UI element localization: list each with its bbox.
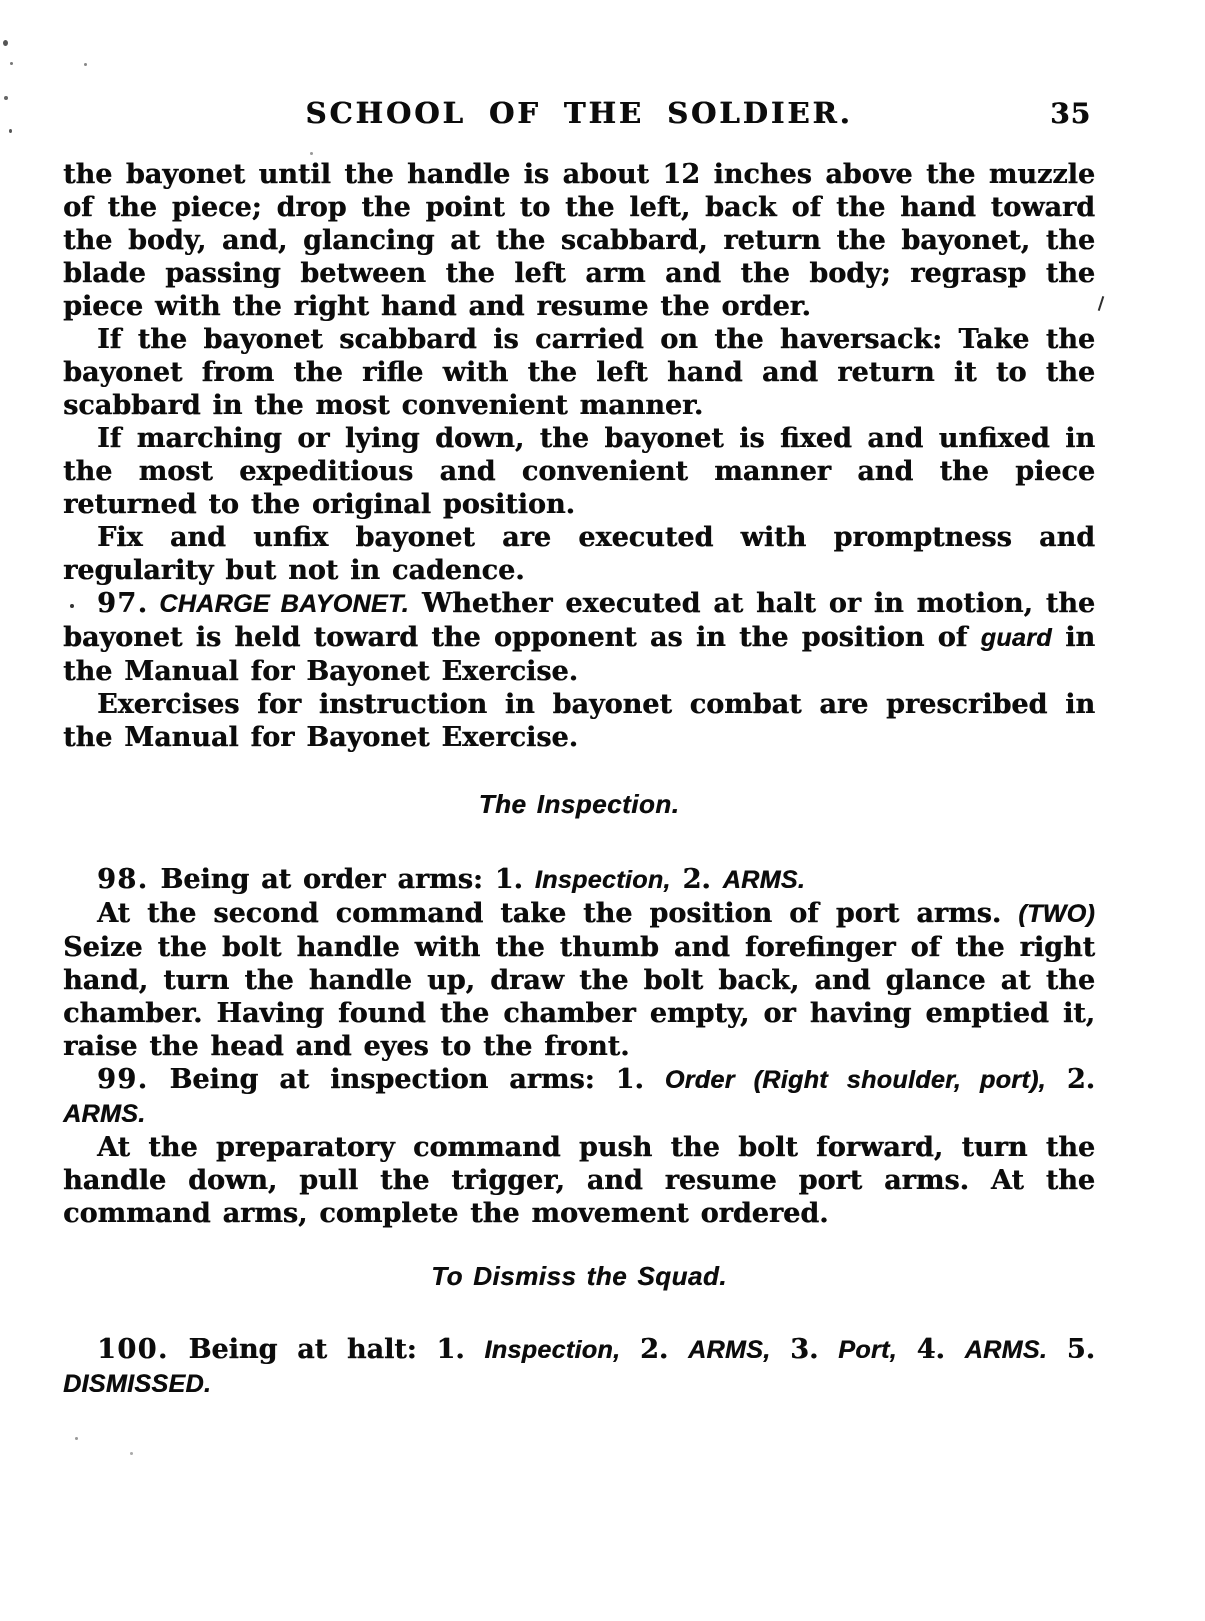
paragraph <box>63 1131 1095 1230</box>
command-text: guard <box>980 624 1052 652</box>
text-run: At the preparatory command push the bolt forward, turn the handle down, pull the trigger, and resume port arms. At the command arms, complete the movement ordered. <box>63 1132 1095 1229</box>
paragraph-number: 98. <box>97 864 149 895</box>
text-run: Being at halt: 1. <box>168 1334 485 1365</box>
text-run: Whether executed at halt or in motion, the bayonet is held toward the opponent as in the position of <box>63 588 1095 653</box>
page-number: 35 <box>1050 97 1091 130</box>
text-run: Being at inspection arms: 1. <box>148 1064 665 1095</box>
section-heading <box>63 788 1095 821</box>
scan-artifact <box>4 96 8 100</box>
paragraph <box>63 688 1095 754</box>
text-run: If marching or lying down, the bayonet is fixed and unfixed in the most expeditious and convenient manner and the piece returned to the original position. <box>63 423 1095 520</box>
text-run: 5. <box>1047 1334 1095 1365</box>
command-text: Port, <box>838 1336 897 1364</box>
heading-text: The Inspection. <box>478 789 680 819</box>
text-run: At the second command take the position of port arms. <box>97 898 1019 929</box>
paragraph-number: 100. <box>97 1334 169 1365</box>
command-text: ARMS. <box>722 866 806 894</box>
paragraph <box>63 587 1095 688</box>
text-run: 4. <box>896 1334 965 1365</box>
command-text: CHARGE BAYONET. <box>148 590 409 618</box>
command-text: (TWO) <box>1018 900 1095 928</box>
heading-text: To Dismiss the Squad. <box>431 1261 727 1291</box>
paragraph <box>63 422 1095 521</box>
text-run: in the Manual for Bayonet Exercise. <box>63 622 1096 687</box>
paragraph <box>63 158 1095 323</box>
paragraph <box>63 897 1095 1063</box>
text-run: Being at order arms: 1. <box>148 864 535 895</box>
paragraph-number: 99. <box>97 1064 149 1095</box>
scan-artifact <box>310 152 313 155</box>
text-run: Seize the bolt handle with the thumb and forefinger of the right hand, turn the handle up, draw the bolt back, and glance at the chamber. Having found the chamber empty, or having emptied it, raise the head and eyes to the front. <box>63 932 1095 1062</box>
scan-artifact <box>75 1437 78 1440</box>
scan-artifact <box>1098 296 1105 311</box>
text-run: Exercises for instruction in bayonet combat are prescribed in the Manual for Bayonet Exercise. <box>63 689 1095 753</box>
paragraph <box>63 323 1095 422</box>
command-text: Order (Right shoulder, port), <box>664 1066 1046 1094</box>
paragraph <box>63 521 1095 587</box>
scan-artifact <box>3 40 8 46</box>
text-run: 2. <box>670 864 723 895</box>
command-text: ARMS. <box>964 1336 1048 1364</box>
page-body <box>63 158 1095 1401</box>
text-run: 3. <box>770 1334 839 1365</box>
text-run: 2. <box>620 1334 688 1365</box>
command-text: DISMISSED. <box>63 1370 212 1398</box>
scan-artifact <box>9 129 12 133</box>
section-heading <box>63 1260 1095 1293</box>
page-header <box>63 96 1095 132</box>
command-text: ARMS. <box>63 1100 146 1128</box>
text-run: Fix and unfix bayonet are executed with promptness and regularity but not in cadence. <box>63 522 1095 586</box>
paragraph-number: 97. <box>97 588 149 619</box>
command-text: Inspection, <box>534 866 671 894</box>
paragraph <box>63 863 1095 897</box>
command-text: ARMS, <box>687 1336 771 1364</box>
scan-artifact <box>84 63 87 66</box>
running-title: SCHOOL OF THE SOLDIER. <box>305 96 853 130</box>
paragraph <box>63 1063 1095 1131</box>
text-run: 2. <box>1045 1064 1096 1095</box>
text-run: the bayonet until the handle is about 12 inches above the muzzle of the piece; drop the point to the left, back of the hand toward the body, and, glancing at the scabbard, return the bayonet, the blade passing between the left arm and the body; regrasp the piece with the right hand and resume the order. <box>63 159 1095 322</box>
paragraph <box>63 1333 1095 1401</box>
command-text: Inspection, <box>484 1336 621 1364</box>
scan-artifact <box>130 1452 133 1455</box>
text-run: If the bayonet scabbard is carried on the haversack: Take the bayonet from the rifle with the left hand and return it to the scabbard in the most convenient manner. <box>63 324 1095 421</box>
scan-artifact <box>10 62 13 65</box>
